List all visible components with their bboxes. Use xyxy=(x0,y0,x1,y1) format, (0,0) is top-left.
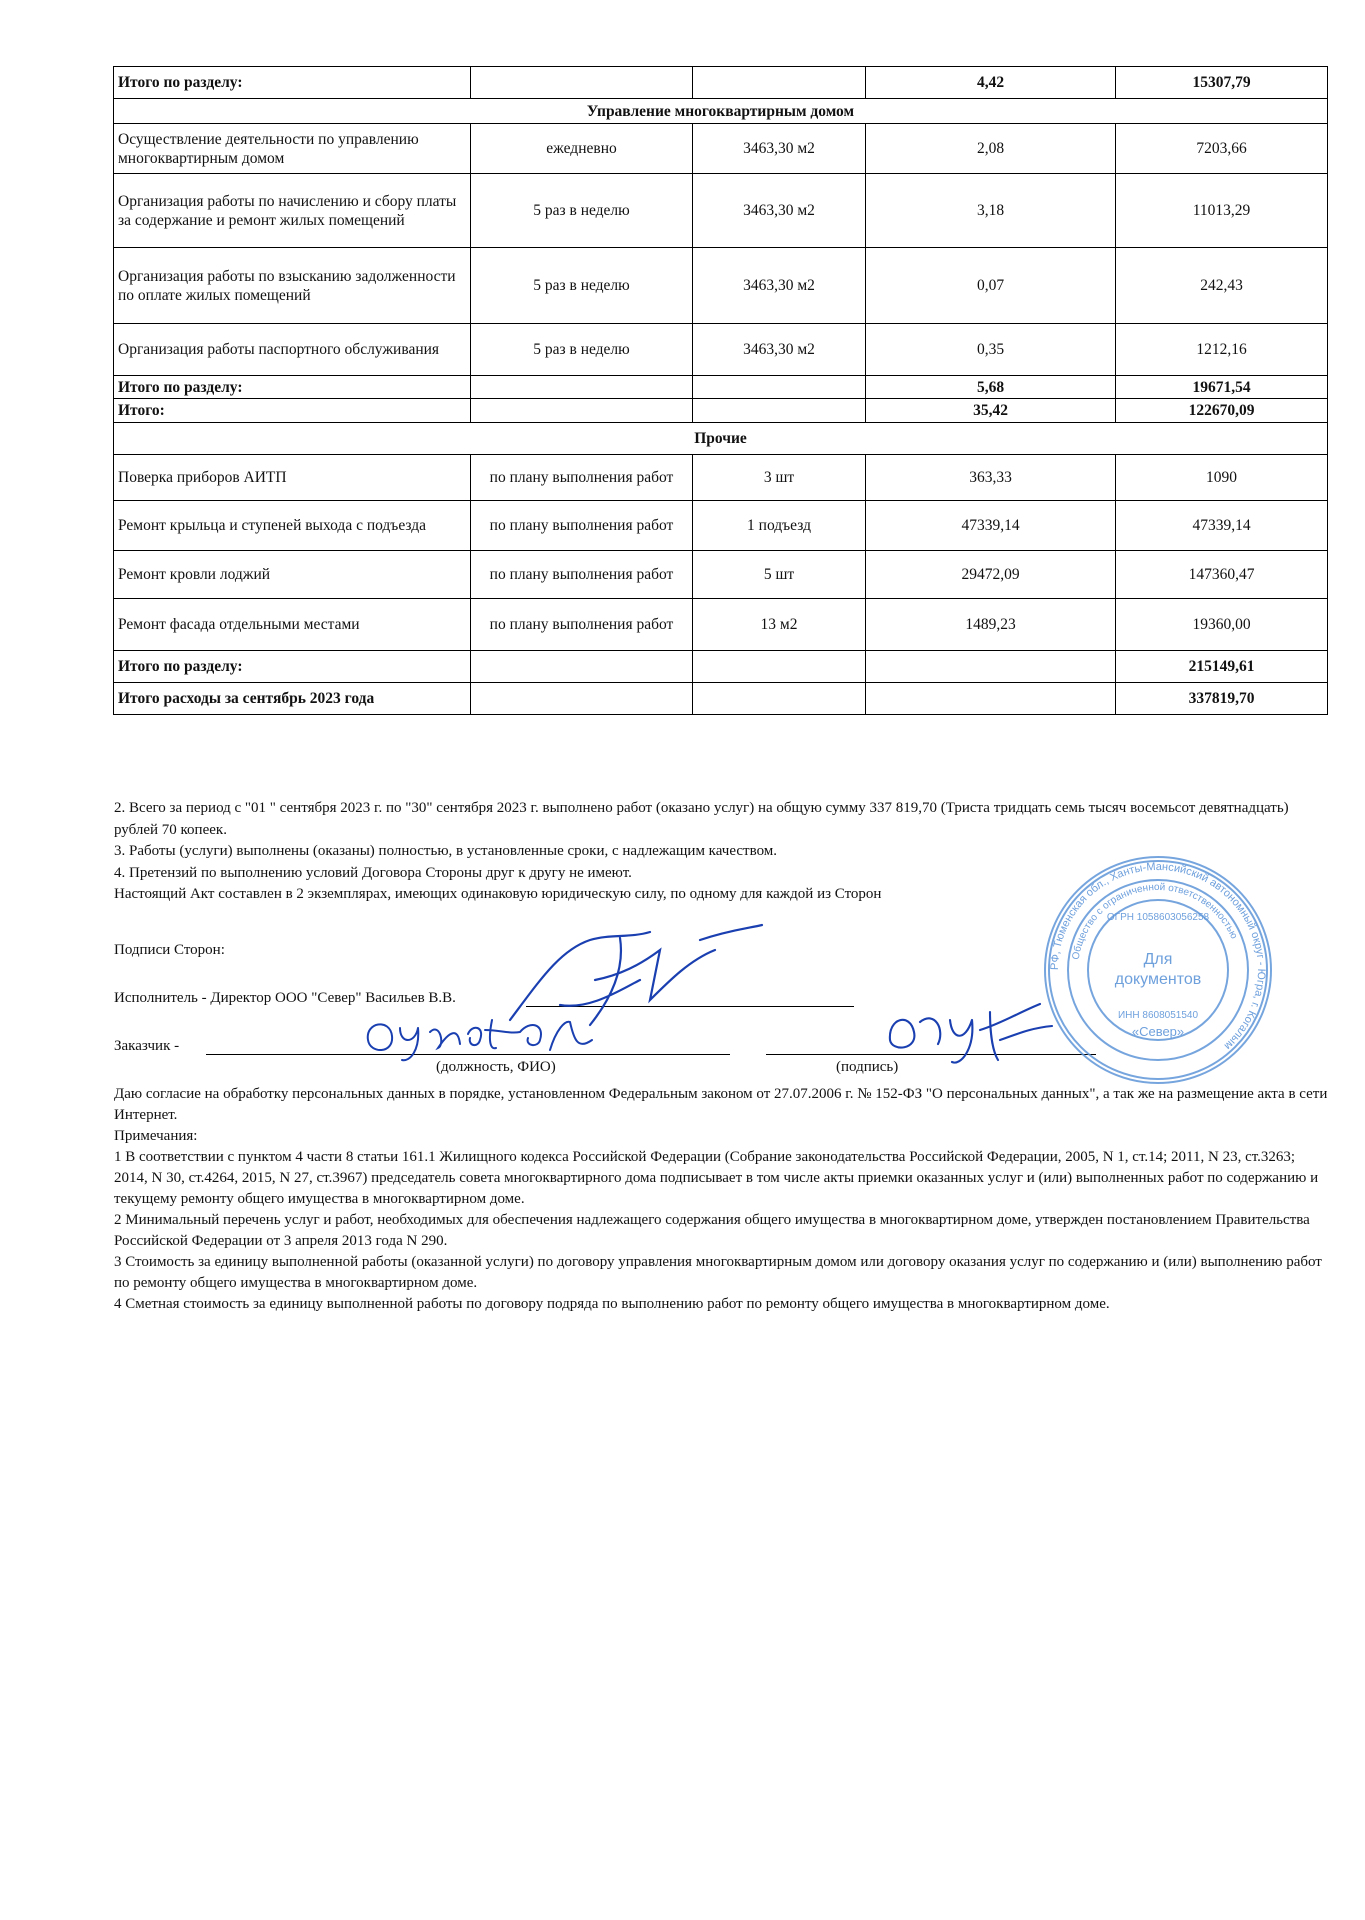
cell-total-cost: 242,43 xyxy=(1116,248,1328,324)
cell-frequency: по плану выполнения работ xyxy=(471,599,693,651)
footer-notes xyxy=(114,1084,1328,1315)
clause-quality: 3. Работы (услуги) выполнены (оказаны) полностью, в установленные сроки, с надлежащим качеством. xyxy=(114,843,778,859)
cell-total-cost: 19360,00 xyxy=(1116,599,1328,651)
table-row xyxy=(114,124,1328,174)
cell-unit-cost: 29472,09 xyxy=(866,551,1116,599)
table-row xyxy=(114,599,1328,651)
executor-label: Исполнитель - Директор ООО "Север" Васильев В.В. xyxy=(114,990,456,1006)
clause-copies: Настоящий Акт составлен в 2 экземплярах, имеющих одинаковую юридическую силу, по одному для каждой из Сторон xyxy=(114,886,882,902)
cell-frequency xyxy=(471,376,693,399)
stamp-inner-text: Общество с ограниченной ответственностью xyxy=(1070,881,1240,961)
cell-total-cost: 7203,66 xyxy=(1116,124,1328,174)
cell-unit-cost xyxy=(866,651,1116,683)
services-table xyxy=(113,66,1328,715)
cell-volume: 1 подъезд xyxy=(693,501,866,551)
table-row xyxy=(114,324,1328,376)
section-header-row xyxy=(114,99,1328,124)
cell-service: Организация работы паспортного обслуживания xyxy=(114,324,471,376)
notes-title: Примечания: xyxy=(114,1128,198,1144)
note-item: 4 Сметная стоимость за единицу выполненной работы по договору подряда по выполнению работ по ремонту общего имущества в многоквартирном доме. xyxy=(114,1296,1110,1312)
stamp-center-line-1: Для xyxy=(1143,951,1173,968)
cell-frequency: 5 раз в неделю xyxy=(471,324,693,376)
cell-service: Осуществление деятельности по управлению многоквартирным домом xyxy=(114,124,471,174)
section-title: Прочие xyxy=(114,423,1328,455)
table-row xyxy=(114,455,1328,501)
total-label: Итого: xyxy=(114,399,471,423)
cell-unit-cost: 363,33 xyxy=(866,455,1116,501)
section-title: Управление многоквартирным домом xyxy=(114,99,1328,124)
cell-service: Ремонт фасада отдельными местами xyxy=(114,599,471,651)
table-row xyxy=(114,248,1328,324)
stamp-ogrn: ОГРН 1058603056258 xyxy=(1106,912,1210,923)
stamp-center-line-2: документов xyxy=(1114,971,1202,988)
cell-frequency: 5 раз в неделю xyxy=(471,174,693,248)
total-label: Итого расходы за сентябрь 2023 года xyxy=(114,683,471,715)
total-label: Итого по разделу: xyxy=(114,67,471,99)
cell-volume: 3463,30 м2 xyxy=(693,124,866,174)
cell-total-cost: 15307,79 xyxy=(1116,67,1328,99)
cell-frequency: по плану выполнения работ xyxy=(471,551,693,599)
cell-total-cost: 215149,61 xyxy=(1116,651,1328,683)
cell-total-cost: 337819,70 xyxy=(1116,683,1328,715)
cell-total-cost: 147360,47 xyxy=(1116,551,1328,599)
cell-unit-cost: 0,07 xyxy=(866,248,1116,324)
cell-total-cost: 47339,14 xyxy=(1116,501,1328,551)
consent-text: Даю согласие на обработку персональных данных в порядке, установленном Федеральным законом от 27.07.2006 г. № 152-ФЗ "О персональных данных", а так же на размещение акта в сети Интернет. xyxy=(114,1086,1328,1123)
cell-total-cost: 1212,16 xyxy=(1116,324,1328,376)
stamp-ring-text: РФ, Тюменская обл., Ханты-Мансийский автономный округ - Югра, г. Когалым xyxy=(1048,860,1268,1053)
section-header-row xyxy=(114,423,1328,455)
cell-unit-cost: 4,42 xyxy=(866,67,1116,99)
customer-label: Заказчик - xyxy=(114,1038,180,1054)
grand-subtotal-row xyxy=(114,399,1328,423)
cell-service: Организация работы по начислению и сбору платы за содержание и ремонт жилых помещений xyxy=(114,174,471,248)
cell-volume xyxy=(693,67,866,99)
cell-frequency xyxy=(471,399,693,423)
cell-service: Ремонт кровли лоджий xyxy=(114,551,471,599)
table-row xyxy=(114,501,1328,551)
cell-frequency: 5 раз в неделю xyxy=(471,248,693,324)
cell-total-cost: 122670,09 xyxy=(1116,399,1328,423)
cell-unit-cost: 2,08 xyxy=(866,124,1116,174)
cell-volume: 5 шт xyxy=(693,551,866,599)
cell-volume: 3463,30 м2 xyxy=(693,174,866,248)
cell-total-cost: 1090 xyxy=(1116,455,1328,501)
cell-volume xyxy=(693,399,866,423)
note-item: 1 В соответствии с пунктом 4 части 8 статьи 161.1 Жилищного кодекса Российской Федерации (Собрание законодательства Российской Федерации, 2005, N 1, ст.14; 2011, N 23, ст.3263; 2014, N 30, ст.4264, 2015, N 27, ст.3967) председатель совета многоквартирного дома подписывает в том числе акты приемки оказанных услуг и (или) выполненных работ по содержанию и текущему ремонту общего имущества в многоквартирном доме. xyxy=(114,1149,1319,1207)
cell-frequency xyxy=(471,651,693,683)
clause-no-claims: 4. Претензий по выполнению условий Договора Стороны друг к другу не имеют. xyxy=(114,864,632,881)
section-total-row xyxy=(114,67,1328,99)
section-total-row xyxy=(114,376,1328,399)
position-caption: (должность, ФИО) xyxy=(436,1059,556,1075)
cell-frequency: по плану выполнения работ xyxy=(471,501,693,551)
cell-unit-cost: 3,18 xyxy=(866,174,1116,248)
signatures-title: Подписи Сторон: xyxy=(114,942,225,958)
customer-name-handwriting xyxy=(360,1010,600,1065)
cell-unit-cost: 35,42 xyxy=(866,399,1116,423)
cell-unit-cost: 1489,23 xyxy=(866,599,1116,651)
cell-frequency: ежедневно xyxy=(471,124,693,174)
customer-signature xyxy=(880,1000,1060,1070)
total-label: Итого по разделу: xyxy=(114,376,471,399)
cell-volume: 3463,30 м2 xyxy=(693,248,866,324)
cell-volume: 13 м2 xyxy=(693,599,866,651)
cell-unit-cost: 47339,14 xyxy=(866,501,1116,551)
cell-frequency xyxy=(471,67,693,99)
company-stamp xyxy=(1038,850,1278,1090)
stamp-inn: ИНН 8608051540 xyxy=(1117,1010,1199,1021)
table-row xyxy=(114,551,1328,599)
total-label: Итого по разделу: xyxy=(114,651,471,683)
cell-unit-cost: 0,35 xyxy=(866,324,1116,376)
stamp-company-name: «Север» xyxy=(1131,1024,1185,1039)
cell-volume: 3 шт xyxy=(693,455,866,501)
cell-service: Ремонт крыльца и ступеней выхода с подъезда xyxy=(114,501,471,551)
cell-service: Поверка приборов АИТП xyxy=(114,455,471,501)
cell-volume xyxy=(693,651,866,683)
cell-total-cost: 11013,29 xyxy=(1116,174,1328,248)
cell-frequency: по плану выполнения работ xyxy=(471,455,693,501)
cell-volume xyxy=(693,376,866,399)
section-total-row xyxy=(114,651,1328,683)
table-row xyxy=(114,174,1328,248)
cell-service: Организация работы по взысканию задолженности по оплате жилых помещений xyxy=(114,248,471,324)
cell-total-cost: 19671,54 xyxy=(1116,376,1328,399)
cell-volume: 3463,30 м2 xyxy=(693,324,866,376)
cell-frequency xyxy=(471,683,693,715)
signature-caption: (подпись) xyxy=(836,1059,899,1075)
clause-total-amount: 2. Всего за период с "01 " сентября 2023 г. по "30" сентября 2023 г. выполнено работ (оказано услуг) на общую сумму 337 819,70 (Триста тридцать семь тысяч восемьсот девятнадцать) рублей 70 копеек. xyxy=(114,800,1289,838)
grand-total-row xyxy=(114,683,1328,715)
cell-volume xyxy=(693,683,866,715)
cell-unit-cost xyxy=(866,683,1116,715)
cell-unit-cost: 5,68 xyxy=(866,376,1116,399)
note-item: 2 Минимальный перечень услуг и работ, необходимых для обеспечения надлежащего содержания общего имущества в многоквартирном доме, утвержден постановлением Правительства Российской Федерации от 3 апреля 2013 года N 290. xyxy=(114,1212,1310,1249)
note-item: 3 Стоимость за единицу выполненной работы (оказанной услуги) по договору управления многоквартирным домом или договору оказания услуг по содержанию и (или) выполнению работ по ремонту общего имущества в многоквартирном доме. xyxy=(114,1254,1322,1291)
